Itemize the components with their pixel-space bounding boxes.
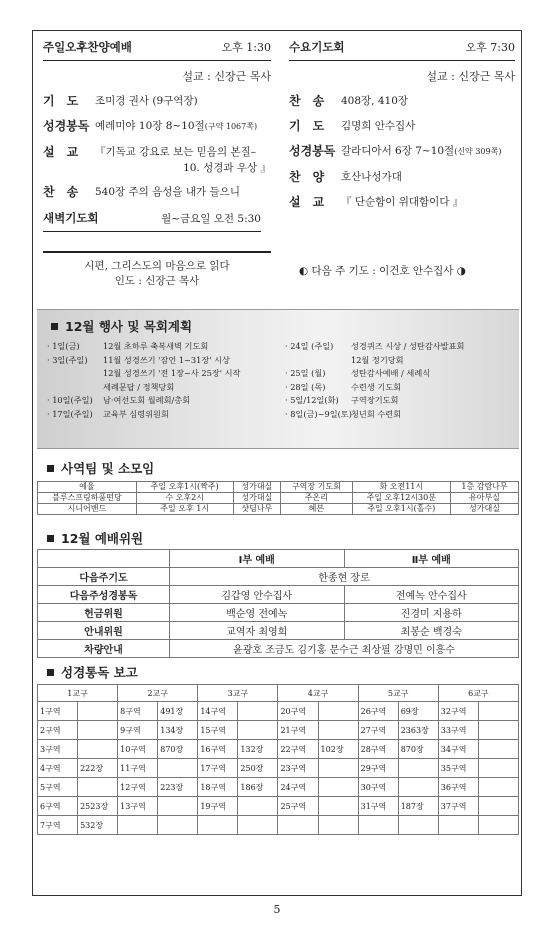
ministry-cell: 시니어밴드 [38, 504, 137, 515]
table-row [38, 568, 519, 586]
events-title-text: 12월 행사 및 목회계획 [65, 319, 193, 334]
ministry-cell: 블루스프링하품떤당 [38, 493, 137, 504]
afternoon-row [43, 144, 271, 160]
event-date: · 28일 (목) [285, 381, 326, 392]
chapters-cell [78, 721, 118, 740]
chapters-cell [318, 702, 358, 721]
area-cell: 4구역 [38, 759, 78, 778]
area-cell [358, 816, 398, 835]
event-text: 성탄감사예배 / 세례식 [351, 368, 431, 378]
dawn-header [43, 210, 261, 232]
row-label: 기 도 [43, 94, 79, 108]
bible-section [47, 663, 138, 681]
row-value [341, 194, 515, 210]
wednesday-service [289, 31, 515, 210]
area-cell: 10구역 [118, 740, 158, 759]
event-text: 세례문답 / 정책당회 [103, 381, 175, 392]
row-value-text: 김명희 안수집사 [341, 120, 416, 132]
area-cell: 25구역 [278, 797, 318, 816]
worship-title [47, 529, 143, 547]
area-cell: 19구역 [198, 797, 238, 816]
ministry-section [47, 459, 154, 477]
worship-title-text: 12월 예배위원 [61, 531, 144, 546]
ministry-cell: 주일 오후12시30분 [352, 493, 450, 504]
row-value [95, 184, 271, 200]
chapters-cell [478, 721, 518, 740]
worship-label: 차량안내 [38, 640, 170, 658]
chapters-cell [318, 797, 358, 816]
row-value-note: (신약 309쪽) [454, 147, 502, 156]
afternoon-row [43, 118, 271, 135]
event-item [285, 354, 464, 368]
row-label: 설 교 [43, 145, 79, 159]
area-cell [198, 816, 238, 835]
chapters-cell [78, 740, 118, 759]
area-cell: 36구역 [438, 778, 478, 797]
chapters-cell: 222장 [78, 759, 118, 778]
row-label: 설 교 [289, 195, 325, 209]
chapters-cell [398, 759, 438, 778]
area-cell: 30구역 [358, 778, 398, 797]
ministry-cell: 1층 감람나무 [451, 482, 519, 493]
chapters-cell: 532장 [78, 816, 118, 835]
worship-section [47, 529, 143, 547]
table-header-row [38, 685, 519, 702]
events-title [51, 317, 192, 335]
chapters-cell [478, 702, 518, 721]
area-cell: 23구역 [278, 759, 318, 778]
ministry-cell: 구역장 기도회 [281, 482, 352, 493]
table-row [38, 586, 519, 604]
event-date: · 17일(주일) [47, 408, 93, 419]
bible-title-text: 성경통독 보고 [61, 665, 138, 680]
row-label: 찬 송 [289, 94, 325, 108]
dawn-title: 새벽기도회 [43, 211, 99, 225]
worship-merged: 한종현 장로 [170, 568, 519, 586]
ministry-title-text: 사역팀 및 소모임 [61, 461, 155, 476]
page-number: 5 [273, 903, 281, 916]
afternoon-title: 주일오후찬양예배 [43, 40, 132, 54]
table-row [38, 740, 519, 759]
chapters-cell [78, 702, 118, 721]
district-header: 4교구 [278, 685, 358, 702]
worship-part2: 최봉순 백경숙 [344, 622, 519, 640]
area-cell: 26구역 [358, 702, 398, 721]
table-row [38, 504, 519, 515]
area-cell: 37구역 [438, 797, 478, 816]
wednesday-row [289, 169, 515, 185]
row-value [341, 169, 515, 185]
dawn-time: 월~금요일 오전 5:30 [161, 213, 261, 225]
worship-part1: 김갑영 안수집사 [170, 586, 345, 604]
chapters-cell [478, 797, 518, 816]
event-item [47, 354, 240, 368]
row-label: 성경봉독 [43, 119, 90, 133]
row-value-text: 예레미야 10장 8~10절 [95, 120, 205, 132]
area-cell: 14구역 [198, 702, 238, 721]
row-value-text: 호산나성가대 [341, 171, 402, 183]
row-value [341, 118, 515, 134]
area-cell: 3구역 [38, 740, 78, 759]
wednesday-row [289, 118, 515, 134]
district-header: 5교구 [358, 685, 438, 702]
area-cell: 31구역 [358, 797, 398, 816]
table-row [38, 759, 519, 778]
area-cell [438, 816, 478, 835]
event-item [47, 408, 240, 422]
ministry-cell: 주일 오후1시(짝주) [136, 482, 233, 493]
row-value-text: 갈라디아서 6장 7~10절 [341, 145, 455, 157]
area-cell: 34구역 [438, 740, 478, 759]
afternoon-header [43, 39, 271, 61]
chapters-cell [318, 778, 358, 797]
event-text: 11월 성경쓰기 '잠언 1~31장' 시상 [103, 354, 230, 365]
square-bullet-icon [51, 323, 58, 330]
district-header: 6교구 [438, 685, 518, 702]
event-text: 12월 성경쓰기 '전 1장~사 25장' 시작 [103, 368, 241, 378]
event-date [47, 381, 103, 395]
ministry-cell: 유아부실 [451, 493, 519, 504]
event-item [285, 340, 464, 354]
worship-part1: 백순영 전예녹 [170, 604, 345, 622]
afternoon-row [43, 184, 271, 200]
chapters-cell: 132장 [238, 740, 278, 759]
wednesday-row [289, 194, 515, 210]
row-value-note: (구약 1067쪽) [204, 122, 258, 131]
area-cell: 20구역 [278, 702, 318, 721]
ministry-cell: 화 오전11시 [352, 482, 450, 493]
area-cell: 21구역 [278, 721, 318, 740]
table-row [38, 816, 519, 835]
event-date: · 5일/12일(화) [285, 395, 339, 405]
chapters-cell: 69장 [398, 702, 438, 721]
events-panel [37, 309, 519, 449]
ministry-cell: 주일 오후 1시 [136, 504, 233, 515]
chapters-cell [478, 816, 518, 835]
worship-part2: 진경미 지용하 [344, 604, 519, 622]
district-header: 2교구 [118, 685, 198, 702]
chapters-cell [318, 759, 358, 778]
chapters-cell: 134장 [158, 721, 198, 740]
worship-head-1: Ⅰ부 예배 [170, 550, 345, 568]
next-week-prayer: ◐ 다음 주 기도 : 이건호 안수집사 ◑ [299, 265, 466, 277]
worship-head-2: Ⅱ부 예배 [344, 550, 519, 568]
ministry-cell: 주온리 [281, 493, 352, 504]
worship-part1: 교역자 최영희 [170, 622, 345, 640]
worship-corner [38, 550, 170, 568]
area-cell: 32구역 [438, 702, 478, 721]
afternoon-preacher: 설교 : 신장근 목사 [182, 70, 271, 83]
table-row [38, 640, 519, 658]
ministry-cell: 성가대실 [233, 482, 281, 493]
row-label: 성경봉독 [289, 144, 336, 158]
chapters-cell: 102장 [318, 740, 358, 759]
wednesday-header [289, 39, 515, 61]
event-date: · 10일(주일) [47, 395, 93, 405]
ministry-cell: 수 오후2시 [136, 493, 233, 504]
table-row [38, 493, 519, 504]
event-text: 12월 초하루 축복새벽 기도회 [103, 341, 209, 351]
area-cell: 9구역 [118, 721, 158, 740]
area-cell: 22구역 [278, 740, 318, 759]
chapters-cell [238, 702, 278, 721]
worship-label: 다음주성경봉독 [38, 586, 170, 604]
worship-label: 다음주기도 [38, 568, 170, 586]
chapters-cell [478, 778, 518, 797]
event-date: · 3일(주일) [47, 354, 88, 365]
area-cell: 8구역 [118, 702, 158, 721]
ministry-cell: 성가대실 [233, 493, 281, 504]
chapters-cell [398, 778, 438, 797]
row-label: 찬 양 [289, 170, 325, 184]
bible-table [37, 684, 519, 835]
chapters-cell: 870장 [398, 740, 438, 759]
table-header-row [38, 550, 519, 568]
table-row [38, 797, 519, 816]
event-text: 청년회 수련회 [351, 408, 402, 419]
event-item [47, 381, 240, 395]
chapters-cell [238, 816, 278, 835]
area-cell: 27구역 [358, 721, 398, 740]
chapters-cell [158, 797, 198, 816]
chapters-cell [158, 759, 198, 778]
area-cell: 17구역 [198, 759, 238, 778]
area-cell: 28구역 [358, 740, 398, 759]
wednesday-preacher: 설교 : 신장근 목사 [426, 70, 515, 83]
square-bullet-icon [47, 535, 54, 542]
ministry-cell: 혜븐 [281, 504, 352, 515]
worship-label: 안내위원 [38, 622, 170, 640]
area-cell [278, 816, 318, 835]
chapters-cell [478, 759, 518, 778]
ministry-table [37, 481, 519, 515]
chapters-cell [318, 816, 358, 835]
table-row [38, 482, 519, 493]
dawn-line1: 시편, 그리스도의 마음으로 읽다 [84, 260, 230, 272]
area-cell: 24구역 [278, 778, 318, 797]
ministry-cell: 주일 오후1시(홀수) [352, 504, 450, 515]
afternoon-row [43, 93, 271, 109]
chapters-cell: 223장 [158, 778, 198, 797]
row-label: 기 도 [289, 119, 325, 133]
area-cell: 1구역 [38, 702, 78, 721]
area-cell: 11구역 [118, 759, 158, 778]
chapters-cell: 2523장 [78, 797, 118, 816]
row-value [341, 143, 515, 160]
chapters-cell: 187장 [398, 797, 438, 816]
area-cell: 35구역 [438, 759, 478, 778]
wednesday-row [289, 93, 515, 109]
row-value [95, 93, 271, 109]
dawn-body [43, 251, 271, 289]
row-value-text: 408장, 410장 [341, 95, 409, 107]
square-bullet-icon [47, 669, 54, 676]
chapters-cell: 186장 [238, 778, 278, 797]
event-date: · 25일 (월) [285, 368, 326, 378]
area-cell: 7구역 [38, 816, 78, 835]
chapters-cell: 250장 [238, 759, 278, 778]
row-value [95, 118, 271, 135]
area-cell: 5구역 [38, 778, 78, 797]
services-section [33, 31, 521, 299]
area-cell: 29구역 [358, 759, 398, 778]
row-value [341, 93, 515, 109]
chapters-cell [318, 721, 358, 740]
ministry-title [47, 459, 154, 477]
area-cell: 13구역 [118, 797, 158, 816]
row-value-text: 『기독교 강요로 보는 믿음의 본질– [95, 146, 256, 158]
area-cell: 33구역 [438, 721, 478, 740]
area-cell: 16구역 [198, 740, 238, 759]
area-cell: 2구역 [38, 721, 78, 740]
event-date: · 24일 (주일) [285, 341, 334, 351]
events-right [285, 340, 464, 421]
chapters-cell: 2363장 [398, 721, 438, 740]
event-date: · 1일(금) [47, 341, 80, 351]
table-row [38, 622, 519, 640]
table-row [38, 778, 519, 797]
chapters-cell [238, 797, 278, 816]
chapters-cell: 870장 [158, 740, 198, 759]
event-date: · 8일(금)~9일(토) [285, 408, 352, 419]
bulletin-page [32, 30, 522, 896]
event-text: 교육부 심령위원회 [103, 408, 169, 419]
sermon-continuation: 10. 성경과 우상 』 [183, 162, 271, 174]
wednesday-time: 오후 7:30 [465, 41, 515, 54]
event-date [47, 367, 103, 381]
area-cell: 15구역 [198, 721, 238, 740]
event-text: 수련생 기도회 [351, 381, 402, 392]
afternoon-time: 오후 1:30 [221, 41, 271, 54]
area-cell: 18구역 [198, 778, 238, 797]
ministry-cell: 예율 [38, 482, 137, 493]
worship-label: 헌금위원 [38, 604, 170, 622]
event-item [285, 394, 464, 408]
chapters-cell [78, 778, 118, 797]
event-date [285, 354, 351, 368]
area-cell [118, 816, 158, 835]
worship-part2: 전예녹 안수집사 [344, 586, 519, 604]
area-cell: 6구역 [38, 797, 78, 816]
chapters-cell: 491장 [158, 702, 198, 721]
row-value-text: 540장 주의 음성을 내가 들으니 [95, 186, 240, 198]
worship-table [37, 549, 519, 658]
ministry-cell: 성가대실 [451, 504, 519, 515]
square-bullet-icon [47, 465, 54, 472]
worship-merged: 윤광호 조금도 김기홍 문수근 최상필 강명민 이흥수 [170, 640, 519, 658]
row-value [95, 144, 271, 160]
event-item [285, 367, 464, 381]
area-cell: 12구역 [118, 778, 158, 797]
district-header: 1교구 [38, 685, 118, 702]
table-row [38, 604, 519, 622]
event-text: 성경퀴즈 시상 / 성탄감사발표회 [351, 341, 465, 351]
row-value-text: 『 단순함이 위대함이다 』 [341, 196, 464, 208]
event-item [47, 367, 240, 381]
event-text: 12월 정기당회 [351, 354, 404, 365]
event-text: 남·여선도회 월례회/총회 [103, 395, 191, 405]
event-item [47, 394, 240, 408]
events-left [47, 340, 240, 421]
district-header: 3교구 [198, 685, 278, 702]
afternoon-service [43, 31, 271, 232]
chapters-cell [478, 740, 518, 759]
wednesday-title: 수요기도회 [289, 40, 345, 54]
chapters-cell [398, 816, 438, 835]
bible-title [47, 663, 138, 681]
table-row [38, 702, 519, 721]
event-item [47, 340, 240, 354]
event-item [285, 381, 464, 395]
row-label: 찬 송 [43, 185, 79, 199]
wednesday-row [289, 143, 515, 160]
event-text: 구역장기도회 [351, 395, 399, 405]
chapters-cell [238, 721, 278, 740]
dawn-line2: 인도 : 신장근 목사 [114, 275, 200, 287]
event-item [285, 408, 464, 422]
ministry-cell: 샷딤나무 [233, 504, 281, 515]
row-value-text: 조미경 권사 (9구역장) [95, 95, 198, 107]
table-row [38, 721, 519, 740]
chapters-cell [158, 816, 198, 835]
